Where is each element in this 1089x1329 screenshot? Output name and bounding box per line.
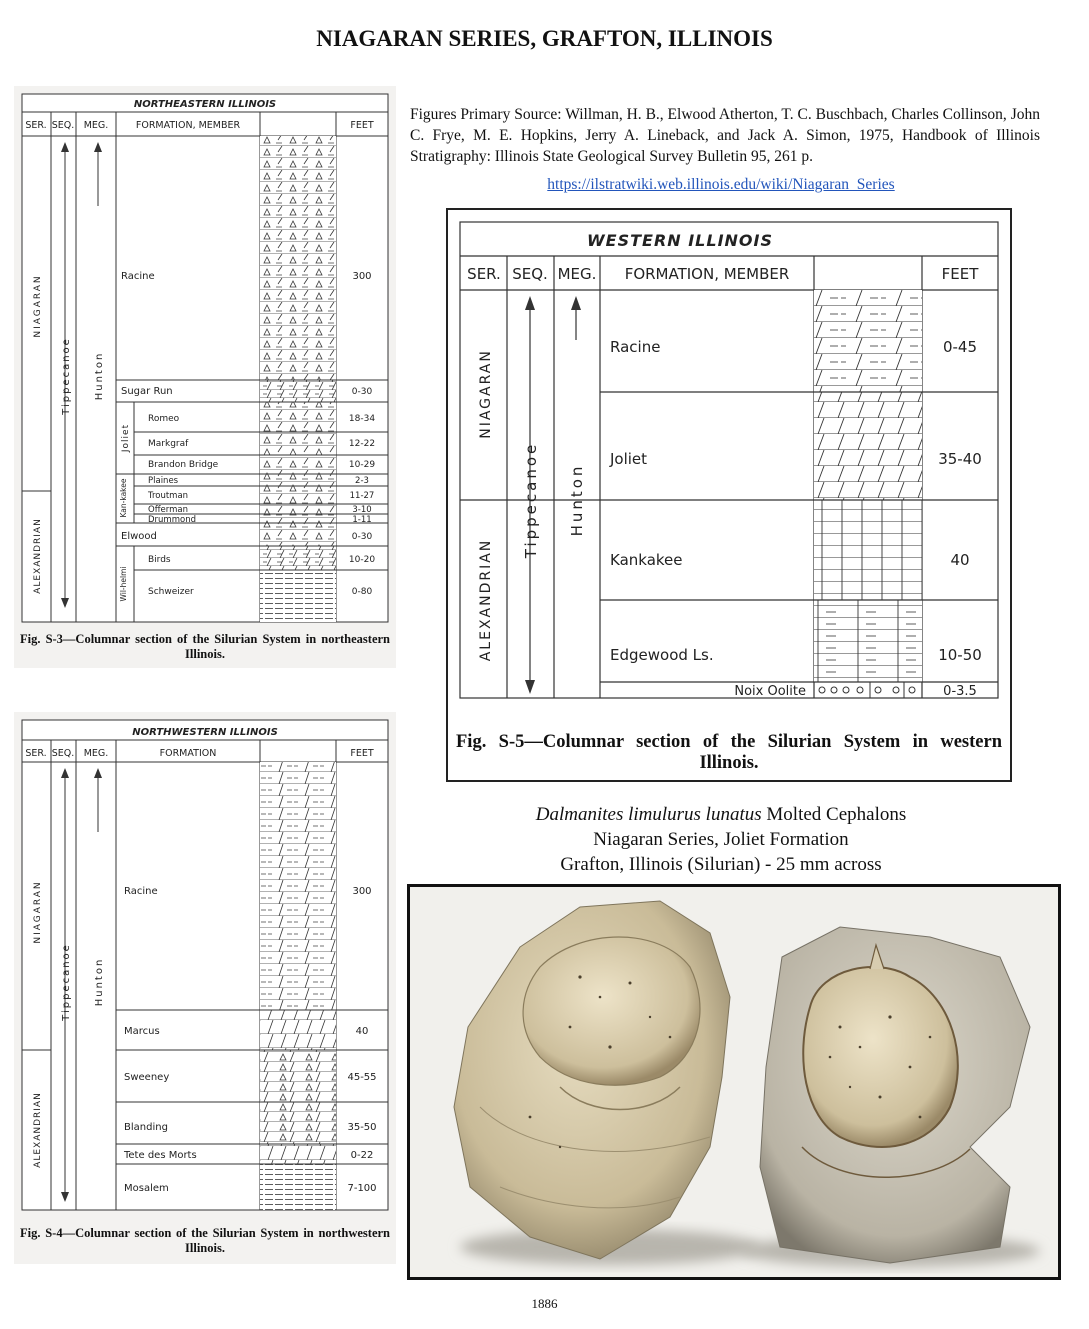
fig-s3-group-kankakee: Kan-kakee bbox=[119, 478, 128, 518]
fig-s5-caption: Fig. S-5—Columnar section of the Silurian System in western Illinois. bbox=[456, 732, 1002, 773]
fig-s4-unit-name: Blanding bbox=[124, 1122, 168, 1133]
photo-caption-line2: Niagaran Series, Joliet Formation bbox=[593, 829, 849, 850]
fig-s4-unit-feet: 35-50 bbox=[347, 1122, 377, 1133]
fig-s5-unit-feet: 0-3.5 bbox=[943, 684, 977, 699]
fig-s3-sequence: Tippecanoe bbox=[61, 337, 72, 415]
fig-s4-unit-name: Mosalem bbox=[124, 1183, 169, 1194]
fig-s4-unit-name: Racine bbox=[124, 886, 158, 897]
fig-s5-unit-name: Kankakee bbox=[610, 551, 683, 569]
fig-s3-series-niagaran: NIAGARAN bbox=[33, 274, 43, 338]
fig-s3-unit-name: Romeo bbox=[148, 414, 180, 424]
fig-s5-unit-name: Racine bbox=[610, 338, 661, 356]
fig-s3-unit-name: Schweizer bbox=[148, 587, 194, 597]
fig-s3-header-seq: SEQ. bbox=[51, 120, 75, 131]
fig-s3-unit-feet: 10-20 bbox=[348, 555, 376, 565]
fig-s5-header-feet: FEET bbox=[941, 265, 979, 283]
figure-s4-chart bbox=[14, 712, 396, 1218]
fig-s3-header-meg: MEG. bbox=[83, 120, 109, 131]
fig-s3-unit-feet: 0-30 bbox=[351, 532, 373, 542]
fig-s3-unit-feet: 18-34 bbox=[348, 414, 376, 424]
fig-s4-header-feet: FEET bbox=[350, 748, 374, 759]
fig-s5-unit-feet: 0-45 bbox=[942, 338, 978, 356]
fig-s3-unit-name: Racine bbox=[121, 271, 155, 282]
figure-s5 bbox=[446, 208, 1012, 782]
photo-caption-suffix: Molted Cephalons bbox=[761, 804, 907, 825]
fig-s5-unit-name: Joliet bbox=[610, 450, 648, 468]
fig-s3-header-feet: FEET bbox=[350, 120, 374, 131]
fig-s3-series-alexandrian: ALEXANDRIAN bbox=[33, 518, 43, 594]
fig-s4-unit-feet: 0-22 bbox=[350, 1150, 374, 1161]
fig-s5-header-meg: MEG. bbox=[557, 265, 597, 283]
fig-s3-group-joliet: Joliet bbox=[121, 423, 131, 453]
fig-s4-unit-name: Marcus bbox=[124, 1026, 160, 1037]
fig-s5-unit-feet: 10-50 bbox=[938, 646, 982, 664]
fig-s3-unit-name: Sugar Run bbox=[121, 386, 173, 397]
figure-s4 bbox=[14, 712, 396, 1264]
fig-s3-unit-name: Troutman bbox=[148, 491, 189, 501]
fig-s4-header-formation: FORMATION bbox=[159, 748, 217, 759]
fig-s3-unit-feet: 2-3 bbox=[355, 476, 369, 486]
fig-s5-unit-name: Noix Oolite bbox=[734, 684, 806, 699]
photo-caption-line3: Grafton, Illinois (Silurian) - 25 mm across bbox=[560, 854, 882, 875]
fig-s3-header-formation: FORMATION, MEMBER bbox=[135, 120, 241, 131]
source-link[interactable]: https://ilstratwiki.web.illinois.edu/wiki/Niagaran_Series bbox=[547, 176, 895, 193]
fig-s3-unit-name: Elwood bbox=[121, 531, 157, 542]
source-citation: Figures Primary Source: Willman, H. B., Elwood Atherton, T. C. Buschbach, Charles Collinson, John C. Frye, M. E. Hopkins, Jerry A. Lineback, and Jack A. Simon, 1975, Handbook of Illinois Stratigraphy: Illinois State Geological Survey Bulletin 95, 261 p. bbox=[410, 106, 1040, 165]
fig-s4-unit-feet: 40 bbox=[355, 1026, 369, 1037]
fig-s4-header-meg: MEG. bbox=[83, 748, 109, 759]
fig-s5-unit-feet: 40 bbox=[950, 551, 970, 569]
fig-s5-title: WESTERN ILLINOIS bbox=[587, 231, 773, 250]
fig-s3-title: NORTHEASTERN ILLINOIS bbox=[133, 99, 277, 110]
fossil-photo bbox=[407, 884, 1061, 1280]
fig-s4-series-alexandrian: ALEXANDRIAN bbox=[33, 1092, 43, 1168]
fig-s4-unit-feet: 7-100 bbox=[347, 1183, 377, 1194]
fig-s5-series-alexandrian: ALEXANDRIAN bbox=[478, 538, 494, 662]
fig-s3-unit-feet: 11-27 bbox=[349, 491, 375, 501]
fig-s3-caption: Fig. S-3—Columnar section of the Silurian System in northeastern Illinois. bbox=[20, 632, 390, 661]
fig-s4-megagroup: Hunton bbox=[94, 957, 105, 1007]
fig-s4-sequence: Tippecanoe bbox=[61, 943, 72, 1021]
figure-s5-chart bbox=[448, 210, 1010, 700]
species-name: Dalmanites limulurus lunatus bbox=[535, 804, 762, 825]
fig-s3-header-ser: SER. bbox=[25, 120, 47, 131]
fig-s3-unit-feet: 12-22 bbox=[348, 439, 376, 449]
fig-s5-series-niagaran: NIAGARAN bbox=[478, 349, 494, 439]
fig-s5-header-formation: FORMATION, MEMBER bbox=[624, 265, 790, 283]
fig-s3-megagroup: Hunton bbox=[94, 351, 105, 401]
fig-s3-group-wilhelmi: Wil-helmi bbox=[119, 566, 128, 602]
fig-s3-unit-name: Brandon Bridge bbox=[148, 460, 219, 470]
page-title: NIAGARAN SERIES, GRAFTON, ILLINOIS bbox=[316, 26, 773, 51]
fig-s5-header-ser: SER. bbox=[467, 265, 501, 283]
fig-s4-unit-name: Sweeney bbox=[124, 1072, 170, 1083]
fig-s4-header-ser: SER. bbox=[25, 748, 47, 759]
fig-s5-sequence: Tippecanoe bbox=[522, 441, 540, 559]
fig-s3-unit-feet: 0-30 bbox=[351, 387, 373, 397]
photo-caption bbox=[410, 802, 1032, 877]
fig-s3-unit-feet: 10-29 bbox=[348, 460, 376, 470]
fig-s3-unit-name: Plaines bbox=[148, 476, 179, 486]
fig-s3-unit-feet: 300 bbox=[352, 271, 372, 282]
photo-caption-line1 bbox=[410, 802, 1032, 827]
fig-s4-title: NORTHWESTERN ILLINOIS bbox=[132, 727, 278, 738]
fig-s5-header-seq: SEQ. bbox=[512, 265, 548, 283]
figure-s3 bbox=[14, 86, 396, 668]
fig-s5-megagroup: Hunton bbox=[568, 463, 586, 537]
fig-s3-unit-feet: 0-80 bbox=[351, 587, 373, 597]
fig-s4-header-seq: SEQ. bbox=[51, 748, 75, 759]
page-number: 1886 bbox=[531, 1296, 558, 1311]
figure-s3-chart bbox=[14, 86, 396, 668]
fig-s3-unit-feet: 3-10 bbox=[352, 505, 372, 515]
fig-s3-unit-name: Markgraf bbox=[148, 439, 189, 449]
fig-s4-unit-name: Tete des Morts bbox=[124, 1150, 197, 1161]
fossil-photo-illustration bbox=[410, 887, 1058, 1277]
fig-s3-unit-name: Birds bbox=[148, 555, 171, 565]
fig-s4-caption: Fig. S-4—Columnar section of the Silurian System in northwestern Illinois. bbox=[20, 1226, 390, 1255]
fig-s5-unit-feet: 35-40 bbox=[938, 450, 982, 468]
fig-s4-unit-feet: 45-55 bbox=[347, 1072, 377, 1083]
fig-s3-unit-name: Offerman bbox=[148, 505, 188, 515]
fig-s3-unit-name: Drummond bbox=[148, 515, 196, 525]
fig-s5-unit-name: Edgewood Ls. bbox=[610, 646, 714, 664]
fig-s4-series-niagaran: NIAGARAN bbox=[33, 880, 43, 944]
fig-s4-unit-feet: 300 bbox=[352, 886, 372, 897]
fig-s3-unit-feet: 1-11 bbox=[352, 515, 372, 525]
